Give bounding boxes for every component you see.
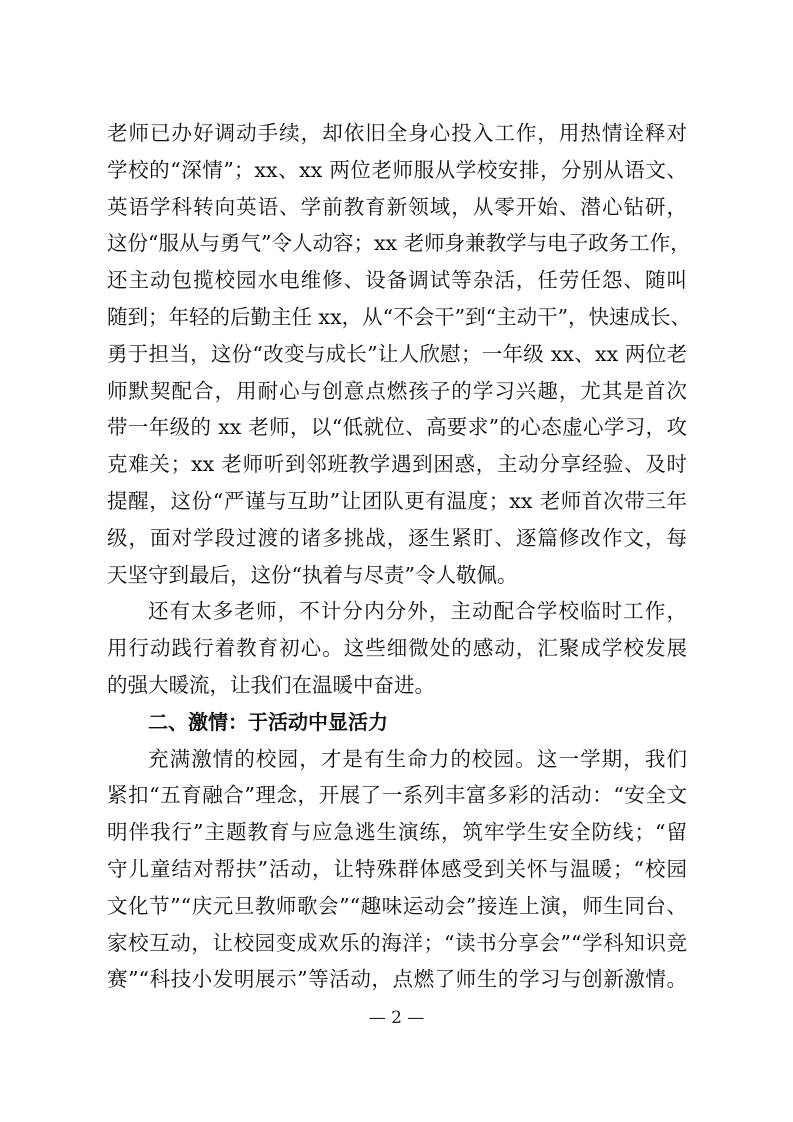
paragraph-1 xyxy=(107,115,692,593)
text-line: 还主动包揽校园水电维修、设备调试等杂活，任劳任怨、随叫 xyxy=(107,268,687,293)
text-line: 级，面对学段过渡的诸多挑战，逐生紧盯、逐篇修改作文，每 xyxy=(107,525,687,550)
page-number: — 2 — xyxy=(368,1008,425,1028)
text-line: 明伴我行”主题教育与应急逃生演练，筑牢学生安全防线；“留 xyxy=(107,820,687,845)
text-line: 赛”“科技小发明展示”等活动，点燃了师生的学习与创新激情。 xyxy=(107,967,687,992)
text-line: 守儿童结对帮扶”活动，让特殊群体感受到关怀与温暖；“校园 xyxy=(107,856,687,881)
paragraph-3 xyxy=(107,741,687,999)
text-line: 师默契配合，用耐心与创意点燃孩子的学习兴趣，尤其是首次 xyxy=(107,378,687,403)
paragraph-2 xyxy=(107,593,687,703)
text-line: 文化节”“庆元旦教师歌会”“趣味运动会”接连上演，师生同台、 xyxy=(107,893,687,918)
text-line: 勇于担当，这份“改变与成长”让人欣慰；一年级 xx、xx 两位老 xyxy=(107,341,687,366)
text-line: 英语学科转向英语、学前教育新领域，从零开始、潜心钻研， xyxy=(107,194,687,219)
text-line: 克难关；xx 老师听到邻班教学遇到困惑，主动分享经验、及时 xyxy=(107,452,687,477)
text-line: 带一年级的 xx 老师，以“低就位、高要求”的心态虚心学习，攻 xyxy=(107,415,687,440)
text-line: 家校互动，让校园变成欢乐的海洋；“读书分享会”“学科知识竞 xyxy=(107,930,687,955)
text-line: 学校的“深情”；xx、xx 两位老师服从学校安排，分别从语文、 xyxy=(107,157,687,182)
text-line: 这份“服从与勇气”令人动容；xx 老师身兼教学与电子政务工作， xyxy=(107,231,691,256)
text-line: 随到；年轻的后勤主任 xx，从“不会干”到“主动干”，快速成长、 xyxy=(107,304,692,329)
text-line: 提醒，这份“严谨与互助”让团队更有温度；xx 老师首次带三年 xyxy=(107,488,687,513)
text-line: 天坚守到最后，这份“执着与尽责”令人敬佩。 xyxy=(107,562,518,587)
text-line: 的强大暖流，让我们在温暖中奋进。 xyxy=(107,672,435,697)
text-line: 充满激情的校园，才是有生命力的校园。这一学期，我们 xyxy=(148,746,687,771)
text-line: 紧扣“五育融合”理念，开展了一系列丰富多彩的活动：“安全文 xyxy=(107,783,687,808)
text-line: 用行动践行着教育初心。这些细微处的感动，汇聚成学校发展 xyxy=(107,636,687,661)
text-line: 老师已办好调动手续，却依旧全身心投入工作，用热情诠释对 xyxy=(107,121,687,145)
document-body xyxy=(107,115,692,998)
section-heading: 二、激情：于活动中显活力 xyxy=(148,709,388,734)
text-line: 还有太多老师，不计分内分外，主动配合学校临时工作， xyxy=(148,599,687,624)
